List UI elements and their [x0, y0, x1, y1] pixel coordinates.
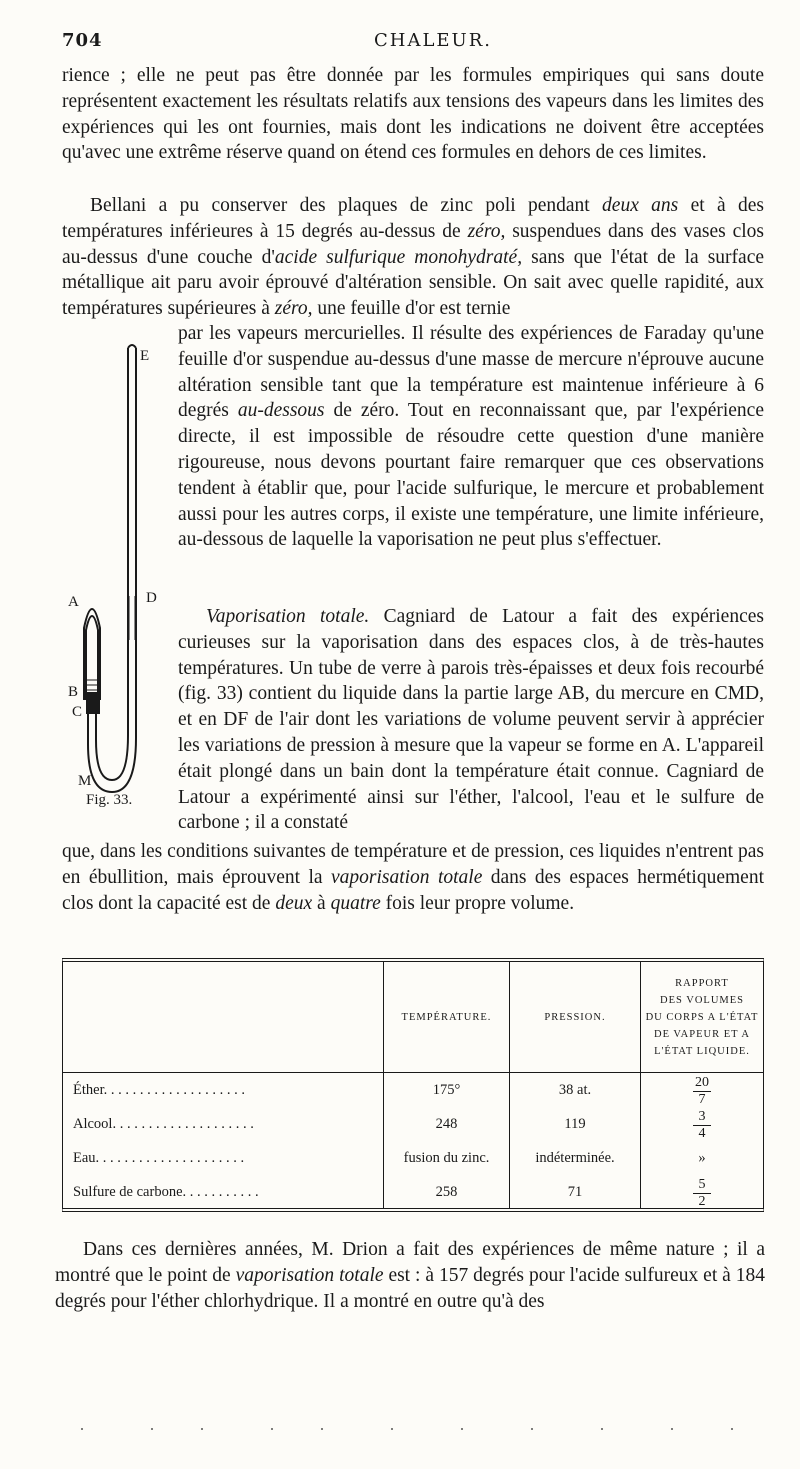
header-pression: PRESSION.	[510, 962, 641, 1073]
cell-pression: 71	[510, 1175, 641, 1209]
page-header	[62, 30, 762, 54]
cell-pression: indéterminée.	[510, 1141, 641, 1175]
cell-pression: 38 at.	[510, 1073, 641, 1108]
tube-bulb-ab	[86, 616, 98, 700]
cell-temperature: 248	[384, 1107, 510, 1141]
label-c: C	[72, 704, 83, 720]
header-substance	[63, 962, 384, 1073]
cell-temperature: 175°	[384, 1073, 510, 1108]
cell-ratio: $\frac{20}{7}$	[641, 1073, 764, 1108]
figure-caption: Fig. 33.	[86, 792, 133, 808]
paragraph-vaporisation-continued: que, dans les conditions suivantes de température et de pression, ces liquides n'entrent pas en ébullition, mais éprouvent la vaporisation totale dans des espaces hermétiquement clos dont la capacité est de deux à quatre fois leur propre volume.	[62, 841, 764, 914]
row-label: Alcool. . . . . . . . . . . . . . . . . . . .	[73, 1115, 254, 1132]
section-title: Vaporisation totale.	[206, 606, 370, 627]
paragraph-drion: Dans ces dernières années, M. Drion a fait des expériences de même nature ; il a montré que le point de vaporisation totale est : à 157 degrés pour l'acide sulfureux et à 184 degrés pour l'éther chlorhydrique. Il a montré en outre qu'à des	[55, 1239, 766, 1312]
table-row	[63, 1175, 763, 1209]
mercury-column	[86, 692, 100, 714]
label-d: D	[146, 590, 157, 606]
table-row	[63, 1073, 763, 1108]
cell-temperature: 258	[384, 1175, 510, 1209]
label-m: M	[78, 773, 92, 789]
label-a: A	[68, 594, 79, 610]
row-label: Eau. . . . . . . . . . . . . . . . . . . . .	[73, 1149, 245, 1166]
header-temperature: TEMPÉRATURE.	[384, 962, 510, 1073]
label-b: B	[68, 684, 79, 700]
row-label: Sulfure de carbone. . . . . . . . . . .	[73, 1183, 259, 1200]
label-e: E	[140, 348, 150, 364]
vaporisation-table	[62, 958, 764, 1212]
page-number: 704	[62, 30, 103, 51]
cell-ratio: »	[641, 1141, 764, 1175]
cell-ratio: $\frac{5}{2}$	[641, 1175, 764, 1209]
paragraph-bellani: Bellani a pu conserver des plaques de zinc poli pendant deux ans et à des températures inférieures à 15 degrés au-dessus de zéro, suspendues dans des vases clos au-dessus d'une couche d'acide sulfurique monohydraté, sans que l'état de la surface métallique ait paru avoir éprouvé d'altération sensible. On sait avec quelle rapidité, aux températures supérieures à zéro, une feuille d'or est ternie	[62, 195, 765, 320]
table-row	[63, 1107, 763, 1141]
header-rapport: RAPPORT DES VOLUMES DU CORPS A L'ÉTAT DE VAPEUR ET A L'ÉTAT LIQUIDE.	[641, 962, 764, 1073]
row-label: Éther. . . . . . . . . . . . . . . . . . . .	[73, 1081, 245, 1098]
bleed-through-dots	[62, 1425, 764, 1433]
cell-ratio: $\frac{3}{4}$	[641, 1107, 764, 1141]
running-title: CHALEUR.	[374, 30, 493, 51]
paragraph-faraday: par les vapeurs mercurielles. Il résulte des expériences de Faraday qu'une feuille d'or suspendue au-dessus d'une masse de mercure n'éprouve aucune altération sensible tant que la température est maintenue inférieure à 6 degrés au-dessous de zéro. Tout en reconnaissant que, par l'expérience directe, il est impossible de résoudre cette question d'une manière rigoureuse, nous devons pourtant faire remarquer que ces observations tendent à établir que, pour l'acide sulfurique, le mercure et probablement aussi pour les autres corps, il existe une température, une limite inférieure, au-dessous de laquelle la vaporisation ne peut plus s'effectuer.	[178, 323, 764, 551]
figure-33-tube	[66, 340, 176, 815]
cell-pression: 119	[510, 1107, 641, 1141]
table-row	[63, 1141, 763, 1175]
tube-outer-right	[96, 348, 128, 780]
paragraph-1: rience ; elle ne peut pas être donnée par les formules empiriques qui sans doute représentent exactement les résultats relatifs aux tensions des vapeurs dans les limites des expériences qui les ont fournies, mais dont les indications ne doivent être acceptées qu'avec une extrême réserve quand on étend ces formules en dehors de ces limites.	[62, 65, 764, 164]
paragraph-vaporisation-totale: Vaporisation totale. Cagniard de Latour a fait des expériences curieuses sur la vaporisation dans des espaces clos, à de très-hautes températures. Un tube de verre à parois très-épaisses et deux fois recourbé (fig. 33) contient du liquide dans la partie large AB, du mercure en CMD, et en DF de l'air dont les variations de volume peuvent servir à apprécier les variations de pression à mesure que la vapeur se forme en A. L'appareil était plongé dans un bain dont la température était connue. Cagniard de Latour a expérimenté ainsi sur l'éther, l'alcool, l'eau et le sulfure de carbone ; il a constaté	[178, 606, 764, 834]
cell-temperature: fusion du zinc.	[384, 1141, 510, 1175]
